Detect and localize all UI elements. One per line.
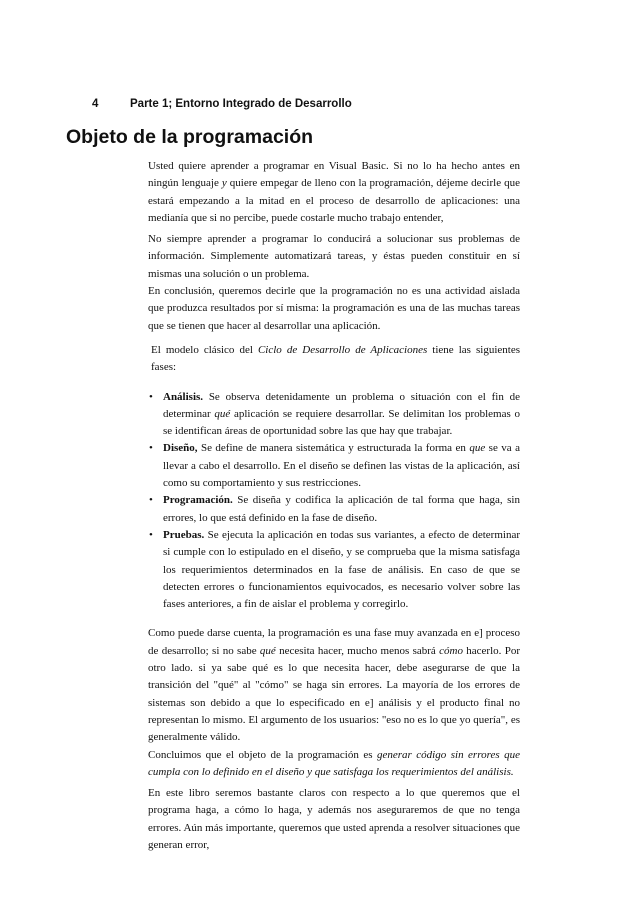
paragraph-cycle-intro (148, 342, 520, 377)
phase-item-analysis (148, 389, 520, 441)
emphasis: generar código sin errores que cumpla con lo definido en el diseño y que satisfaga los requerimientos del análisis. (148, 748, 520, 778)
text-run: Usted quiere aprender a programar en Visual Basic. Si no lo ha hecho antes en ningún lenguaje (148, 160, 520, 190)
text-run: hacerlo. Por otro lado. si ya sabe qué es lo que necesita hacer, debe asegurarse de que la transición del "qué" al "cómo" se haga sin errores. La mayoría de los errores de sistemas son debido a que lo especificado en e] análisis y el producto final no representan lo mismo. El argumento de los usuarios: "eso no es lo que yo quería", es generalmente válido. (148, 644, 520, 744)
text-run: aplicación se requiere desarrollar. Se delimitan los problemas o se identifican áreas de oportunidad sobre las que hay que trabajar. (163, 407, 520, 438)
text-run: Se ejecuta la aplicación en todas sus variantes, a efecto de determinar si cumple con lo estipulado en el diseño, y se comprueba que la misma satisfaga los requerimientos determinados en la fase de análisis. En caso de que se detecten errores o funcionamientos equivocados, es necesario volver sobre las fases anteriores, a fin de aislar el problema y corregirlo. (163, 528, 520, 611)
phase-term: Pruebas. (163, 528, 205, 541)
text-run: Se diseña y codifica la aplicación de tal forma que haga, sin errores, lo que está definido en la fase de diseño. (163, 494, 520, 524)
emphasis: cómo (439, 644, 463, 657)
text-run: quiere empegar de lleno con la programación, déjeme decirle que estará empezando a la mitad en el proceso de desarrollo de aplicaciones: una medianía que si no percibe, puede costarle mucho trabajo entender, (148, 177, 520, 224)
emphasis: y (221, 177, 227, 190)
section-title: Objeto de la programación (66, 126, 314, 148)
phase-term: Análisis. (163, 390, 204, 403)
text-run: Como puede darse cuenta, la programación es una fase muy avanzada en e] proceso de desarrollo; si no sabe (148, 627, 520, 657)
running-header (92, 98, 352, 110)
text-run: Concluimos que el objeto de la programación es (148, 748, 377, 761)
phase-item-design (148, 440, 520, 492)
text-run: necesita hacer, mucho menos sabrá (275, 644, 440, 657)
text-run: El modelo clásico del (151, 343, 258, 356)
emphasis: qué (259, 644, 276, 657)
emphasis: qué (214, 407, 231, 420)
emphasis: que (469, 442, 486, 455)
body-text (148, 158, 520, 854)
paragraph-transition (148, 625, 520, 746)
paragraph-book-goal: En este libro seremos bastante claros con respecto a lo que queremos que el programa haga, a cómo lo haga, y además nos aseguraremos de que no tenga errores. Aún más importante, queremos que usted aprenda a resolver situaciones que generan error, (148, 787, 520, 851)
text-run: se va a llevar a cabo el desarrollo. En el diseño se definen las vistas de la aplicación, así como su comportamiento y sus restricciones. (163, 442, 520, 490)
text-run: Se observa detenidamente un problema o situación con el fin de determinar (163, 390, 520, 420)
paragraph-intro (148, 158, 520, 227)
text-run: tiene las siguientes fases: (151, 343, 520, 374)
page-number: 4 (92, 98, 99, 110)
phase-item-programming (148, 492, 520, 527)
phase-list (148, 389, 520, 614)
running-title: Parte 1; Entorno Integrado de Desarrollo (130, 98, 352, 110)
paragraph-objective (148, 747, 520, 782)
paragraph-automation: No siempre aprender a programar lo conducirá a solucionar sus problemas de información. Simplemente automatizará tareas, y éstas pueden constituir en sí mismas una solución o un problema. (148, 233, 520, 280)
emphasis: Ciclo de Desarrollo de Aplicaciones (257, 343, 428, 356)
paragraph-conclusion: En conclusión, queremos decirle que la programación no es una actividad aislada que produzca resultados por sí misma: la programación es una de las muchas tareas que se tienen que hacer al desarrollar una aplicación. (148, 285, 520, 332)
phase-item-testing (148, 527, 520, 613)
text-run: Se define de manera sistemática y estructurada la forma en (197, 442, 470, 455)
phase-term: Diseño, (163, 442, 198, 455)
phase-term: Programación. (163, 494, 233, 507)
